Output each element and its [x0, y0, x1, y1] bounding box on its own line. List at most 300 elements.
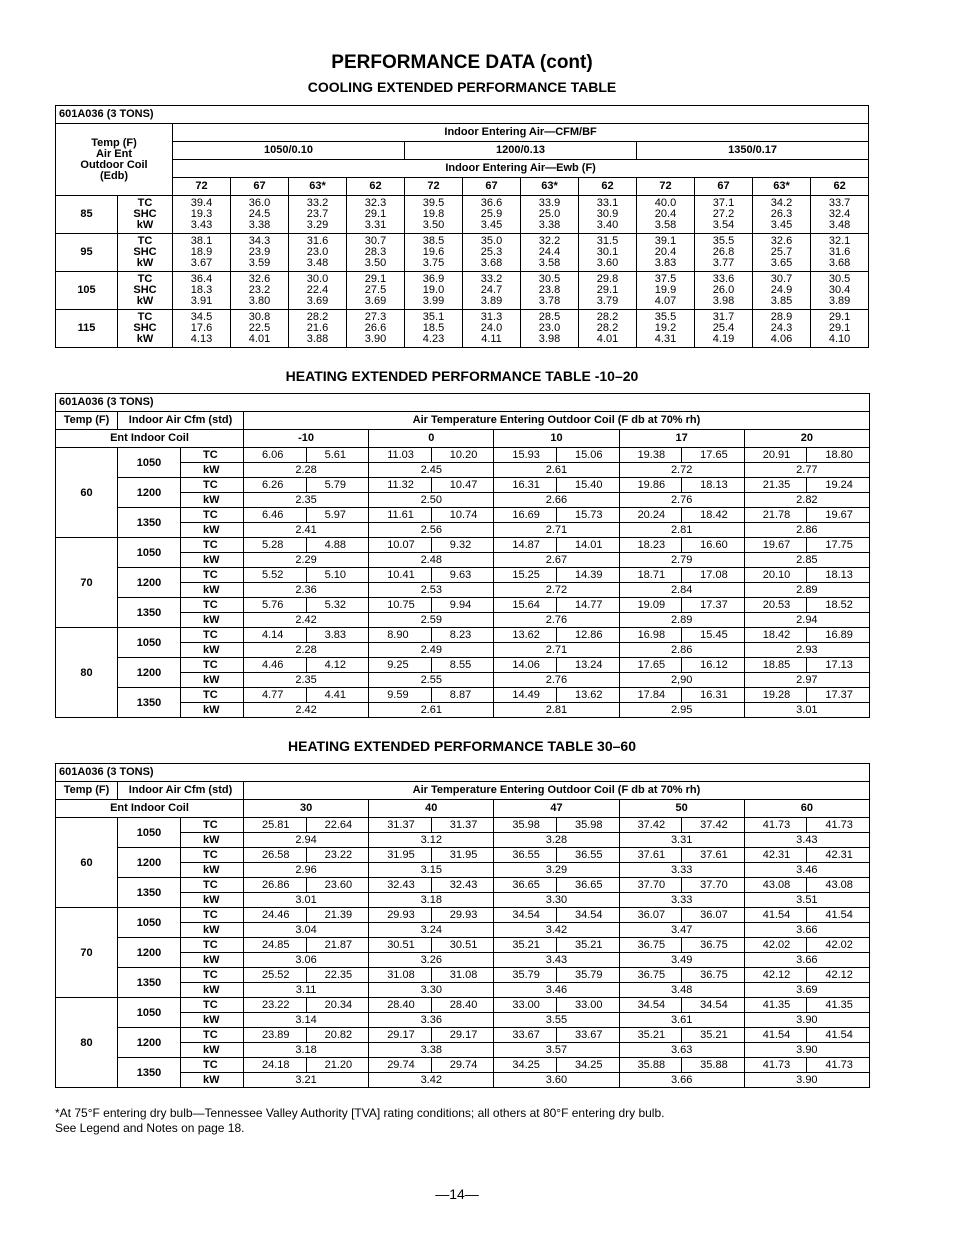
temp-column-header: 0 — [369, 430, 494, 448]
kw-value: 3.55 — [494, 1013, 619, 1028]
tc-value: 37.61 — [682, 848, 745, 863]
kw-value: 2.45 — [369, 463, 494, 478]
temp-value: 115 — [56, 310, 118, 348]
tc-value: 5.97 — [306, 508, 369, 523]
ent-indoor-coil-label: Ent Indoor Coil — [56, 800, 244, 818]
kw-value: 2.66 — [494, 493, 619, 508]
cfm-value: 1050 — [118, 818, 181, 848]
tc-value: 21.78 — [744, 508, 807, 523]
tc-value: 19.28 — [744, 688, 807, 703]
tc-value: 14.39 — [556, 568, 619, 583]
tc-value: 15.25 — [494, 568, 557, 583]
heating-performance-table-1 — [55, 393, 870, 718]
temp-group: 70 — [56, 538, 118, 628]
kw-value: 3.51 — [744, 893, 869, 908]
tc-row — [56, 598, 870, 613]
kw-value: 2.76 — [619, 493, 744, 508]
tc-value: 36.75 — [619, 968, 682, 983]
ewb-column-header: 62 — [579, 178, 637, 196]
kw-label: kW — [181, 523, 244, 538]
data-cell: 33.7 32.4 3.48 — [811, 196, 869, 234]
tc-value: 5.52 — [244, 568, 307, 583]
cfm-value: 1200 — [118, 478, 181, 508]
tc-label: TC — [181, 818, 244, 833]
tc-value: 9.94 — [431, 598, 494, 613]
tc-value: 31.08 — [369, 968, 432, 983]
data-cell: 33.2 23.7 3.29 — [289, 196, 347, 234]
cfm-group-header: 1350/0.17 — [637, 142, 869, 160]
tc-value: 13.24 — [556, 658, 619, 673]
tc-value: 16.89 — [807, 628, 870, 643]
tc-value: 13.62 — [494, 628, 557, 643]
data-cell: 28.2 21.6 3.88 — [289, 310, 347, 348]
tc-row — [56, 938, 870, 953]
tc-value: 21.35 — [744, 478, 807, 493]
kw-value: 2.97 — [744, 673, 869, 688]
kw-value: 3.06 — [244, 953, 369, 968]
kw-value: 3.90 — [744, 1013, 869, 1028]
kw-value: 2.42 — [244, 613, 369, 628]
tc-value: 41.35 — [744, 998, 807, 1013]
tc-value: 4.14 — [244, 628, 307, 643]
kw-value: 3.15 — [369, 863, 494, 878]
tc-value: 36.55 — [556, 848, 619, 863]
kw-value: 3.14 — [244, 1013, 369, 1028]
data-cell: 38.1 18.9 3.67 — [173, 234, 231, 272]
data-cell: 32.3 29.1 3.31 — [347, 196, 405, 234]
tc-row — [56, 998, 870, 1013]
tc-value: 20.34 — [306, 998, 369, 1013]
kw-value: 2.56 — [369, 523, 494, 538]
kw-value: 2.71 — [494, 643, 619, 658]
data-cell: 33.6 26.0 3.98 — [695, 272, 753, 310]
tc-value: 15.73 — [556, 508, 619, 523]
cfm-value: 1350 — [118, 688, 181, 718]
kw-value: 3.29 — [494, 863, 619, 878]
kw-value: 3.57 — [494, 1043, 619, 1058]
tc-value: 4.12 — [306, 658, 369, 673]
tc-label: TC — [181, 538, 244, 553]
tc-value: 29.74 — [369, 1058, 432, 1073]
data-cell: 32.2 24.4 3.58 — [521, 234, 579, 272]
ewb-column-header: 67 — [695, 178, 753, 196]
tc-value: 26.58 — [244, 848, 307, 863]
data-cell: 28.5 23.0 3.98 — [521, 310, 579, 348]
tc-label: TC — [181, 478, 244, 493]
tc-value: 41.54 — [744, 908, 807, 923]
kw-value: 2.72 — [494, 583, 619, 598]
tc-value: 42.02 — [744, 938, 807, 953]
tc-value: 31.37 — [369, 818, 432, 833]
tc-value: 33.67 — [556, 1028, 619, 1043]
data-cell: 37.1 27.2 3.54 — [695, 196, 753, 234]
tc-value: 37.70 — [619, 878, 682, 893]
tc-value: 24.18 — [244, 1058, 307, 1073]
kw-value: 2.61 — [369, 703, 494, 718]
tc-value: 25.81 — [244, 818, 307, 833]
tc-value: 28.40 — [369, 998, 432, 1013]
kw-value: 2.42 — [244, 703, 369, 718]
kw-label: kW — [181, 893, 244, 908]
kw-value: 3.66 — [744, 953, 869, 968]
data-cell: 31.5 30.1 3.60 — [579, 234, 637, 272]
kw-value: 3.60 — [494, 1073, 619, 1088]
tc-value: 11.03 — [369, 448, 432, 463]
kw-label: kW — [181, 863, 244, 878]
tc-value: 6.46 — [244, 508, 307, 523]
kw-value: 2.94 — [744, 613, 869, 628]
kw-value: 3.24 — [369, 923, 494, 938]
tc-value: 43.08 — [807, 878, 870, 893]
data-cell: 32.6 25.7 3.65 — [753, 234, 811, 272]
tc-value: 17.65 — [682, 448, 745, 463]
tc-value: 19.67 — [807, 508, 870, 523]
data-cell: 36.9 19.0 3.99 — [405, 272, 463, 310]
tc-value: 36.07 — [682, 908, 745, 923]
tc-value: 17.65 — [619, 658, 682, 673]
tc-value: 36.07 — [619, 908, 682, 923]
tc-value: 33.00 — [556, 998, 619, 1013]
tc-value: 34.25 — [494, 1058, 557, 1073]
tc-value: 20.10 — [744, 568, 807, 583]
tc-value: 18.85 — [744, 658, 807, 673]
kw-value: 2.67 — [494, 553, 619, 568]
tc-row — [56, 1058, 870, 1073]
kw-value: 3.30 — [494, 893, 619, 908]
tc-value: 14.77 — [556, 598, 619, 613]
data-cell: 39.5 19.8 3.50 — [405, 196, 463, 234]
kw-value: 2.77 — [744, 463, 869, 478]
kw-value: 3.33 — [619, 893, 744, 908]
data-cell: 35.1 18.5 4.23 — [405, 310, 463, 348]
kw-value: 3.69 — [744, 983, 869, 998]
ewb-column-header: 67 — [463, 178, 521, 196]
tc-value: 35.21 — [494, 938, 557, 953]
data-cell: 28.2 28.2 4.01 — [579, 310, 637, 348]
tc-value: 34.54 — [556, 908, 619, 923]
kw-label: kW — [181, 1043, 244, 1058]
tc-value: 14.87 — [494, 538, 557, 553]
tc-value: 18.42 — [682, 508, 745, 523]
kw-value: 2.79 — [619, 553, 744, 568]
kw-value: 2.95 — [619, 703, 744, 718]
tc-value: 18.71 — [619, 568, 682, 583]
kw-value: 3.12 — [369, 833, 494, 848]
tc-row — [56, 508, 870, 523]
cooling-row — [56, 234, 869, 272]
tc-value: 32.43 — [431, 878, 494, 893]
indoor-cfm-header: Indoor Entering Air—CFM/BF — [173, 124, 869, 142]
kw-value: 2.41 — [244, 523, 369, 538]
ewb-column-header: 62 — [347, 178, 405, 196]
kw-value: 3.11 — [244, 983, 369, 998]
model-label: 601A036 (3 TONS) — [56, 394, 870, 412]
tc-value: 37.70 — [682, 878, 745, 893]
tc-value: 29.93 — [431, 908, 494, 923]
tc-value: 18.52 — [807, 598, 870, 613]
cfm-value: 1050 — [118, 998, 181, 1028]
air-temp-header: Air Temperature Entering Outdoor Coil (F db at 70% rh) — [244, 412, 870, 430]
tc-value: 9.32 — [431, 538, 494, 553]
cfm-value: 1200 — [118, 1028, 181, 1058]
ewb-header: Indoor Entering Air—Ewb (F) — [173, 160, 869, 178]
tc-label: TC — [181, 908, 244, 923]
tc-value: 17.37 — [807, 688, 870, 703]
tc-label: TC — [181, 628, 244, 643]
kw-value: 2.55 — [369, 673, 494, 688]
tc-row — [56, 448, 870, 463]
tc-row — [56, 878, 870, 893]
temp-column-header: -10 — [244, 430, 369, 448]
tc-value: 42.12 — [807, 968, 870, 983]
tc-value: 14.01 — [556, 538, 619, 553]
kw-value: 2.76 — [494, 673, 619, 688]
tc-value: 22.64 — [306, 818, 369, 833]
tc-value: 5.10 — [306, 568, 369, 583]
temp-column-header: 47 — [494, 800, 619, 818]
kw-value: 2.28 — [244, 463, 369, 478]
tc-value: 36.75 — [682, 968, 745, 983]
kw-label: kW — [181, 983, 244, 998]
cfm-value: 1200 — [118, 568, 181, 598]
data-cell: 35.5 26.8 3.77 — [695, 234, 753, 272]
tc-value: 20.53 — [744, 598, 807, 613]
tc-label: TC — [181, 1028, 244, 1043]
kw-value: 2.89 — [744, 583, 869, 598]
tc-value: 10.74 — [431, 508, 494, 523]
tc-value: 19.09 — [619, 598, 682, 613]
data-cell: 29.1 29.1 4.10 — [811, 310, 869, 348]
kw-value: 3.28 — [494, 833, 619, 848]
tc-value: 8.87 — [431, 688, 494, 703]
kw-label: kW — [181, 643, 244, 658]
cfm-value: 1350 — [118, 968, 181, 998]
kw-value: 2.84 — [619, 583, 744, 598]
tc-label: TC — [181, 508, 244, 523]
footnote-tva: *At 75°F entering dry bulb—Tennessee Valley Authority [TVA] rating conditions; all others at 80°F entering dry bulb. — [55, 1106, 665, 1120]
kw-value: 2.89 — [619, 613, 744, 628]
data-cell: 33.2 24.7 3.89 — [463, 272, 521, 310]
data-cell: 31.6 23.0 3.48 — [289, 234, 347, 272]
kw-value: 2.29 — [244, 553, 369, 568]
tc-value: 10.75 — [369, 598, 432, 613]
cfm-value: 1050 — [118, 628, 181, 658]
tc-value: 30.51 — [369, 938, 432, 953]
kw-value: 2.53 — [369, 583, 494, 598]
tc-value: 18.42 — [744, 628, 807, 643]
kw-value: 3.61 — [619, 1013, 744, 1028]
temp-column-header: 50 — [619, 800, 744, 818]
temp-column-header: 40 — [369, 800, 494, 818]
kw-value: 3.18 — [244, 1043, 369, 1058]
kw-value: 3.18 — [369, 893, 494, 908]
tc-value: 29.74 — [431, 1058, 494, 1073]
kw-value: 3.21 — [244, 1073, 369, 1088]
cfm-value: 1350 — [118, 878, 181, 908]
tc-value: 19.67 — [744, 538, 807, 553]
tc-value: 35.79 — [494, 968, 557, 983]
tc-value: 35.88 — [682, 1058, 745, 1073]
kw-value: 3.90 — [744, 1073, 869, 1088]
kw-value: 2.86 — [619, 643, 744, 658]
data-cell: 39.1 20.4 3.83 — [637, 234, 695, 272]
tc-value: 36.65 — [494, 878, 557, 893]
data-cell: 34.2 26.3 3.45 — [753, 196, 811, 234]
data-cell: 36.0 24.5 3.38 — [231, 196, 289, 234]
tc-value: 35.98 — [494, 818, 557, 833]
tc-value: 17.37 — [682, 598, 745, 613]
page-number: —14— — [435, 1186, 479, 1202]
tc-value: 31.37 — [431, 818, 494, 833]
tc-value: 35.21 — [556, 938, 619, 953]
tc-value: 18.80 — [807, 448, 870, 463]
tc-value: 8.55 — [431, 658, 494, 673]
temp-group: 80 — [56, 998, 118, 1088]
tc-label: TC — [181, 1058, 244, 1073]
tc-value: 9.25 — [369, 658, 432, 673]
kw-value: 2.35 — [244, 493, 369, 508]
kw-value: 2.81 — [619, 523, 744, 538]
data-cell: 34.3 23.9 3.59 — [231, 234, 289, 272]
tc-value: 41.54 — [807, 1028, 870, 1043]
cfm-value: 1200 — [118, 848, 181, 878]
tc-value: 14.06 — [494, 658, 557, 673]
tc-value: 16.31 — [682, 688, 745, 703]
tc-value: 16.60 — [682, 538, 745, 553]
tc-value: 26.86 — [244, 878, 307, 893]
tc-value: 15.40 — [556, 478, 619, 493]
tc-row — [56, 568, 870, 583]
tc-label: TC — [181, 938, 244, 953]
temp-label: Temp (F) — [56, 412, 118, 430]
tc-row — [56, 538, 870, 553]
tc-value: 23.60 — [306, 878, 369, 893]
temp-column-header: 17 — [619, 430, 744, 448]
tc-value: 31.95 — [431, 848, 494, 863]
data-cell: 29.8 29.1 3.79 — [579, 272, 637, 310]
kw-value: 3.04 — [244, 923, 369, 938]
kw-value: 3.38 — [369, 1043, 494, 1058]
tc-value: 10.20 — [431, 448, 494, 463]
tc-value: 16.69 — [494, 508, 557, 523]
tc-value: 5.79 — [306, 478, 369, 493]
temp-group: 80 — [56, 628, 118, 718]
tc-label: TC — [181, 598, 244, 613]
data-cell: 30.8 22.5 4.01 — [231, 310, 289, 348]
tc-value: 42.31 — [807, 848, 870, 863]
tc-value: 10.47 — [431, 478, 494, 493]
tc-value: 6.26 — [244, 478, 307, 493]
ewb-column-header: 72 — [173, 178, 231, 196]
data-cell: 31.3 24.0 4.11 — [463, 310, 521, 348]
tc-value: 12.86 — [556, 628, 619, 643]
temp-header: Temp (F) Air Ent Outdoor Coil (Edb) — [56, 124, 173, 196]
kw-value: 3.48 — [619, 983, 744, 998]
kw-value: 2.81 — [494, 703, 619, 718]
kw-value: 3.47 — [619, 923, 744, 938]
kw-value: 2.71 — [494, 523, 619, 538]
data-cell: 30.7 28.3 3.50 — [347, 234, 405, 272]
tc-value: 41.35 — [807, 998, 870, 1013]
kw-label: kW — [181, 463, 244, 478]
kw-value: 3.46 — [744, 863, 869, 878]
cooling-table-title: COOLING EXTENDED PERFORMANCE TABLE — [307, 79, 617, 95]
tc-value: 19.86 — [619, 478, 682, 493]
data-cell: 31.7 25.4 4.19 — [695, 310, 753, 348]
kw-value: 2.93 — [744, 643, 869, 658]
tc-value: 9.63 — [431, 568, 494, 583]
temp-column-header: 60 — [744, 800, 869, 818]
tc-value: 41.73 — [807, 1058, 870, 1073]
kw-value: 3.01 — [244, 893, 369, 908]
tc-value: 42.12 — [744, 968, 807, 983]
kw-label: kW — [181, 583, 244, 598]
data-cell: 35.5 19.2 4.31 — [637, 310, 695, 348]
tc-row — [56, 968, 870, 983]
cfm-value: 1350 — [118, 508, 181, 538]
tc-value: 31.95 — [369, 848, 432, 863]
kw-label: kW — [181, 553, 244, 568]
kw-value: 3.31 — [619, 833, 744, 848]
kw-value: 2.72 — [619, 463, 744, 478]
temp-label: Temp (F) — [56, 782, 118, 800]
data-cell: 34.5 17.6 4.13 — [173, 310, 231, 348]
tc-value: 24.46 — [244, 908, 307, 923]
tc-value: 19.24 — [807, 478, 870, 493]
kw-value: 2.96 — [244, 863, 369, 878]
data-cell: 28.9 24.3 4.06 — [753, 310, 811, 348]
kw-value: 3.66 — [619, 1073, 744, 1088]
tc-value: 36.75 — [619, 938, 682, 953]
kw-label: kW — [181, 613, 244, 628]
kw-value: 3.63 — [619, 1043, 744, 1058]
tc-value: 37.61 — [619, 848, 682, 863]
kw-label: kW — [181, 1013, 244, 1028]
temp-column-header: 10 — [494, 430, 619, 448]
cfm-group-header: 1200/0.13 — [405, 142, 637, 160]
data-cell: 39.4 19.3 3.43 — [173, 196, 231, 234]
tc-value: 35.21 — [619, 1028, 682, 1043]
tc-value: 43.08 — [744, 878, 807, 893]
data-cell: 29.1 27.5 3.69 — [347, 272, 405, 310]
kw-value: 3.43 — [744, 833, 869, 848]
tc-value: 41.54 — [807, 908, 870, 923]
tc-label: TC — [181, 848, 244, 863]
ewb-column-header: 63* — [289, 178, 347, 196]
kw-value: 2.86 — [744, 523, 869, 538]
model-label: 601A036 (3 TONS) — [56, 106, 869, 124]
cfm-label: Indoor Air Cfm (std) — [118, 412, 244, 430]
tc-value: 4.77 — [244, 688, 307, 703]
data-cell: 33.1 30.9 3.40 — [579, 196, 637, 234]
row-labels: TC SHC kW — [118, 234, 173, 272]
kw-label: kW — [181, 1073, 244, 1088]
kw-value: 2.28 — [244, 643, 369, 658]
tc-value: 35.79 — [556, 968, 619, 983]
tc-value: 11.32 — [369, 478, 432, 493]
cfm-value: 1350 — [118, 598, 181, 628]
tc-value: 23.22 — [244, 998, 307, 1013]
temp-value: 105 — [56, 272, 118, 310]
tc-value: 14.49 — [494, 688, 557, 703]
tc-value: 3.83 — [306, 628, 369, 643]
temp-column-header: 30 — [244, 800, 369, 818]
kw-label: kW — [181, 953, 244, 968]
tc-value: 15.06 — [556, 448, 619, 463]
tc-value: 16.98 — [619, 628, 682, 643]
kw-value: 2.36 — [244, 583, 369, 598]
cfm-label: Indoor Air Cfm (std) — [118, 782, 244, 800]
